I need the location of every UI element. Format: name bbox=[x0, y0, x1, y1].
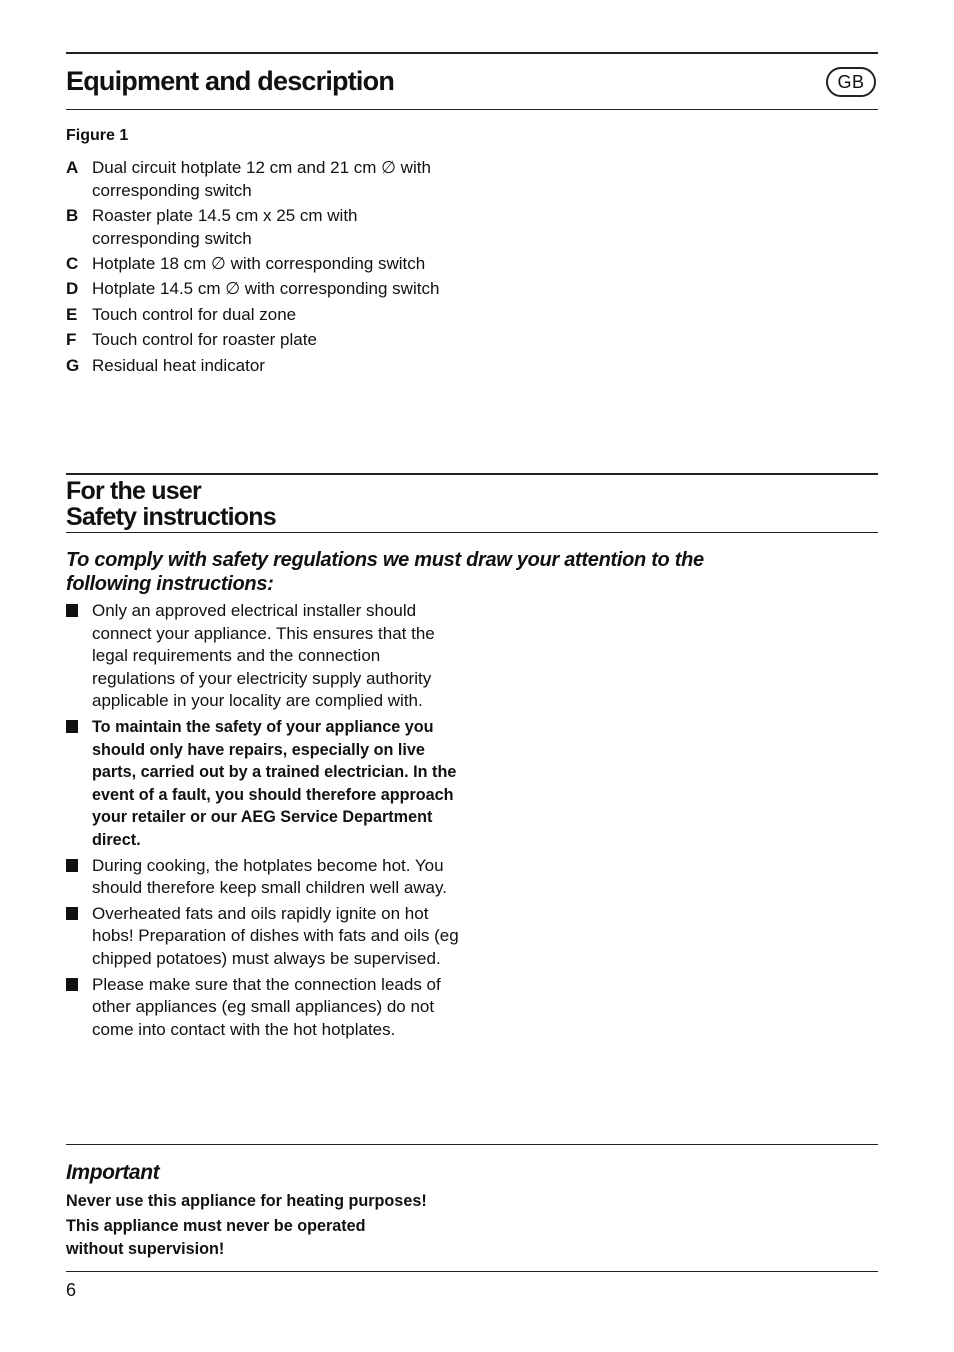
legend-text: Hotplate 14.5 cm ∅ with corresponding switch bbox=[92, 279, 440, 299]
bullet-text: Overheated fats and oils rapidly ignite on hot hobs! Preparation of dishes with fats and oils (eg chipped potatoes) must always be supervised. bbox=[92, 903, 459, 968]
bullet-text: To maintain the safety of your appliance you should only have repairs, especially on live parts, carried out by a trained electrician. In the event of a fault, you should therefore approach your retailer or our AEG Service Department direct. bbox=[92, 717, 457, 849]
important-line-supervision: This appliance must never be operated without supervision! bbox=[66, 1217, 366, 1258]
legend-text: Dual circuit hotplate 12 cm and 21 cm ∅ with corresponding switch bbox=[92, 158, 431, 200]
footer-rule bbox=[66, 1271, 878, 1272]
figure-label: Figure 1 bbox=[66, 127, 129, 144]
page-number: 6 bbox=[66, 1280, 77, 1300]
square-bullet-icon bbox=[66, 903, 92, 971]
legend-text: Roaster plate 14.5 cm x 25 cm with corresponding switch bbox=[92, 205, 358, 248]
important-top-rule bbox=[66, 1144, 878, 1145]
legend-item-c bbox=[66, 253, 466, 276]
important-heading: Important bbox=[66, 1161, 160, 1184]
square-bullet-icon bbox=[66, 600, 92, 713]
safety-bullet bbox=[66, 903, 466, 971]
top-rule bbox=[66, 52, 878, 54]
safety-bullet bbox=[66, 855, 466, 900]
safety-bullet-list bbox=[66, 600, 466, 1044]
square-bullet-icon bbox=[66, 974, 92, 1042]
bullet-text: Please make sure that the connection leads of other appliances (eg small appliances) do not come into contact with the hot hotplates. bbox=[92, 974, 441, 1039]
legend-item-e bbox=[66, 304, 466, 327]
square-bullet-icon bbox=[66, 716, 92, 852]
section-title-equipment: Equipment and description bbox=[66, 66, 395, 96]
safety-bullet bbox=[66, 716, 466, 852]
legend-item-a bbox=[66, 157, 466, 202]
square-bullet-icon bbox=[66, 855, 92, 900]
legend-text: Residual heat indicator bbox=[92, 355, 265, 375]
safety-bullet bbox=[66, 600, 466, 713]
legend-letter: A bbox=[66, 158, 79, 177]
bullet-text: Only an approved electrical installer should connect your appliance. This ensures that the legal requirements and the connection regulations of your electricity supply authority applicable in your locality are complied with. bbox=[92, 601, 435, 711]
important-line-heating: Never use this appliance for heating purposes! bbox=[66, 1192, 427, 1210]
safety-bullet bbox=[66, 974, 466, 1042]
legend-item-b bbox=[66, 205, 466, 250]
figure-legend-list bbox=[66, 157, 466, 380]
title-underline-rule bbox=[66, 109, 878, 110]
title-line-safety-instructions: Safety instructions bbox=[66, 503, 276, 531]
legend-letter: F bbox=[66, 330, 77, 350]
legend-item-d bbox=[66, 278, 466, 301]
legend-text: Touch control for roaster plate bbox=[92, 330, 317, 350]
section2-top-rule bbox=[66, 473, 878, 475]
legend-text: Touch control for dual zone bbox=[92, 304, 297, 324]
legend-letter: C bbox=[66, 253, 79, 273]
legend-letter: B bbox=[66, 205, 79, 225]
legend-item-f bbox=[66, 329, 466, 352]
bullet-text: During cooking, the hotplates become hot. You should therefore keep small children well away. bbox=[92, 855, 447, 898]
legend-letter: D bbox=[66, 279, 79, 299]
section2-title-underline bbox=[66, 532, 878, 533]
safety-intro-text: To comply with safety regulations we must draw your attention to the following instructions: bbox=[66, 549, 704, 595]
section-title-safety bbox=[66, 478, 276, 530]
legend-letter: G bbox=[66, 355, 80, 375]
legend-letter: E bbox=[66, 304, 78, 324]
country-badge-gb: GB bbox=[826, 67, 876, 97]
legend-item-g bbox=[66, 355, 466, 378]
title-line-for-the-user: For the user bbox=[66, 477, 201, 505]
legend-text: Hotplate 18 cm ∅ with corresponding switch bbox=[92, 253, 426, 273]
